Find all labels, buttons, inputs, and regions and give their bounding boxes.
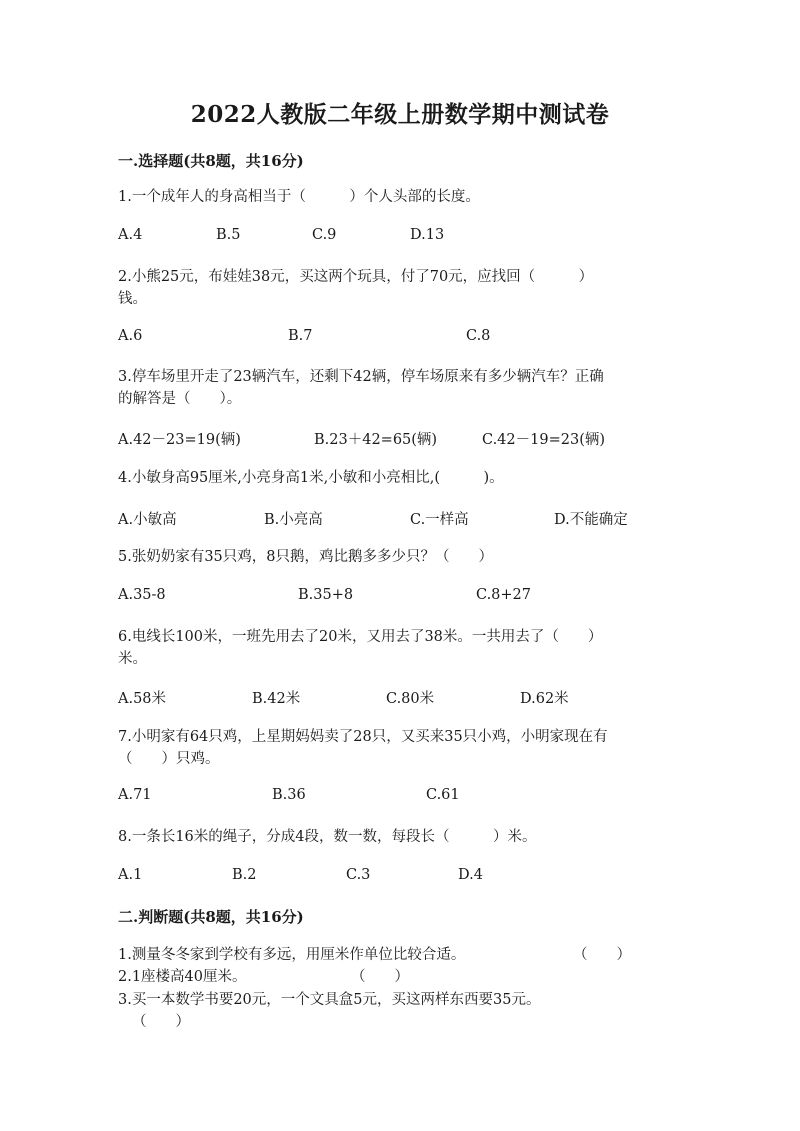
- question-4: 4.小敏身高95厘米,小亮身高1米,小敏和小亮相比,( )。: [118, 470, 504, 486]
- question-7-line-2: （ ）只鸡。: [118, 751, 220, 767]
- option-c: C.3: [346, 867, 371, 883]
- judgment-1: [118, 944, 693, 966]
- option-c: C.一样高: [410, 512, 469, 528]
- option-a: A.71: [118, 787, 152, 803]
- option-c: C.80米: [386, 691, 435, 707]
- option-d: D.4: [458, 867, 483, 883]
- option-d: D.62米: [520, 691, 569, 707]
- question-6: [118, 626, 693, 670]
- question-2-options: [118, 328, 718, 350]
- option-c: C.42－19=23(辆): [482, 432, 606, 448]
- question-6-options: [118, 687, 718, 709]
- judgment-2-text: 2.1座楼高40厘米。: [118, 969, 247, 985]
- option-b: B.2: [232, 867, 257, 883]
- question-2: [118, 266, 693, 310]
- judgment-1-text: 1.测量冬冬家到学校有多远，用厘米作单位比较合适。: [118, 947, 466, 963]
- judgment-3: [118, 989, 693, 1033]
- option-d: D.不能确定: [554, 512, 628, 528]
- question-4-options: [118, 508, 718, 530]
- option-a: A.小敏高: [118, 512, 177, 528]
- question-7-options: [118, 787, 718, 809]
- option-c: C.9: [312, 227, 337, 243]
- option-c: C.8+27: [476, 587, 532, 603]
- option-b: B.7: [288, 328, 313, 344]
- section-heading-judgment: 二.判断题(共8题，共16分): [118, 908, 304, 926]
- question-1-options: [118, 227, 718, 249]
- question-3-line-2: 的解答是（ ）。: [118, 391, 242, 407]
- question-3-line-1: 3.停车场里开走了23辆汽车，还剩下42辆，停车场原来有多少辆汽车？正确: [118, 369, 604, 385]
- answer-parentheses: （ ）: [351, 969, 409, 985]
- answer-parentheses: （ ）: [573, 947, 631, 963]
- answer-parentheses: （ ）: [132, 1014, 190, 1030]
- option-b: B.23＋42=65(辆): [314, 432, 438, 448]
- option-c: C.8: [466, 328, 491, 344]
- question-2-line-1: 2.小熊25元，布娃娃38元，买这两个玩具，付了70元，应找回（ ）: [118, 269, 594, 285]
- judgment-2: [118, 966, 693, 988]
- question-7-line-1: 7.小明家有64只鸡，上星期妈妈卖了28只，又买来35只小鸡，小明家现在有: [118, 729, 608, 745]
- option-a: A.4: [118, 227, 143, 243]
- question-6-line-2: 米。: [118, 651, 147, 667]
- option-a: A.1: [118, 867, 143, 883]
- option-a: A.6: [118, 328, 143, 344]
- question-5-options: [118, 587, 718, 609]
- option-b: B.35+8: [298, 587, 354, 603]
- question-3-options: [118, 428, 718, 450]
- option-b: B.36: [272, 787, 306, 803]
- option-a: A.42－23=19(辆): [118, 432, 241, 448]
- question-7: [118, 726, 693, 770]
- question-5: 5.张奶奶家有35只鸡，8只鹅，鸡比鹅多多少只？（ ）: [118, 549, 494, 565]
- option-a: A.35-8: [118, 587, 166, 603]
- page-title: 2022人教版二年级上册数学期中测试卷: [190, 101, 610, 128]
- question-2-line-2: 钱。: [118, 291, 147, 307]
- question-8-options: [118, 867, 718, 889]
- section-heading-choice: 一.选择题(共8题，共16分): [118, 152, 304, 170]
- option-b: B.42米: [252, 691, 301, 707]
- question-6-line-1: 6.电线长100米，一班先用去了20米，又用去了38米。一共用去了（ ）: [118, 629, 603, 645]
- judgment-3-text: 3.买一本数学书要20元，一个文具盒5元，买这两样东西要35元。: [118, 992, 541, 1008]
- option-c: C.61: [426, 787, 460, 803]
- option-d: D.13: [410, 227, 445, 243]
- question-1: 1.一个成年人的身高相当于（ ）个人头部的长度。: [118, 189, 480, 205]
- question-8: 8.一条长16米的绳子，分成4段，数一数，每段长（ ）米。: [118, 829, 537, 845]
- option-b: B.小亮高: [264, 512, 323, 528]
- question-3: [118, 366, 693, 410]
- option-a: A.58米: [118, 691, 167, 707]
- option-b: B.5: [216, 227, 241, 243]
